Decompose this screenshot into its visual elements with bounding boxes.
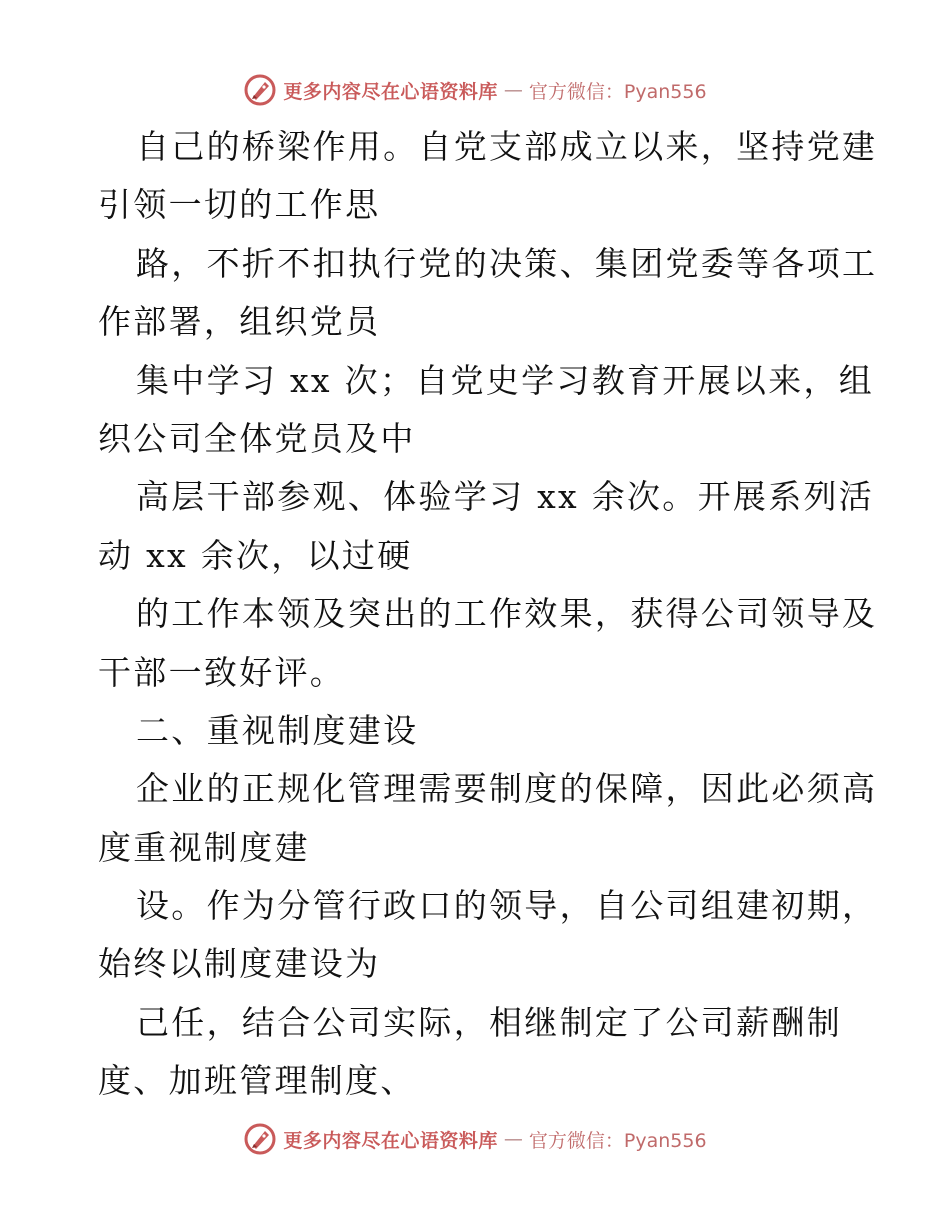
banner-separator: — [503,1128,523,1150]
banner-brand-text: 更多内容尽在心语资料库 [283,80,498,103]
header-banner [0,70,950,110]
body-line: 动 xx 余次，以过硬 [98,535,413,575]
body-line: 引领一切的工作思 [98,185,381,225]
footer-banner [0,1119,950,1159]
body-line: 作部署，组织党员 [98,302,381,342]
document-body [98,118,878,1111]
banner-separator: — [503,79,523,101]
body-line: 的工作本领及突出的工作效果，获得公司领导及 [136,594,878,634]
body-line: 设。作为分管行政口的领导，自公司组建初期， [136,886,878,926]
body-line: 始终以制度建设为 [98,944,381,984]
pen-nib-circle-icon [243,73,277,107]
banner-wechat-text: 官方微信：Pyan556 [528,80,707,103]
banner-brand-text: 更多内容尽在心语资料库 [283,1129,498,1152]
body-line: 集中学习 xx 次；自党史学习教育开展以来，组 [136,360,875,400]
body-line: 己任，结合公司实际，相继制定了公司薪酬制 [136,1002,842,1042]
body-line: 度、加班管理制度、 [98,1061,416,1101]
body-line: 干部一致好评。 [98,652,346,692]
pen-nib-circle-icon [243,1122,277,1156]
body-line: 企业的正规化管理需要制度的保障，因此必须高 [136,769,878,809]
body-line: 织公司全体党员及中 [98,418,416,458]
section-heading: 二、重视制度建设 [136,710,419,750]
body-line: 度重视制度建 [98,827,310,867]
banner-wechat-text: 官方微信：Pyan556 [528,1129,707,1152]
body-line: 高层干部参观、体验学习 xx 余次。开展系列活 [136,477,875,517]
body-line: 路，不折不扣执行党的决策、集团党委等各项工 [136,243,878,283]
body-line: 自己的桥梁作用。自党支部成立以来，坚持党建 [136,127,878,166]
